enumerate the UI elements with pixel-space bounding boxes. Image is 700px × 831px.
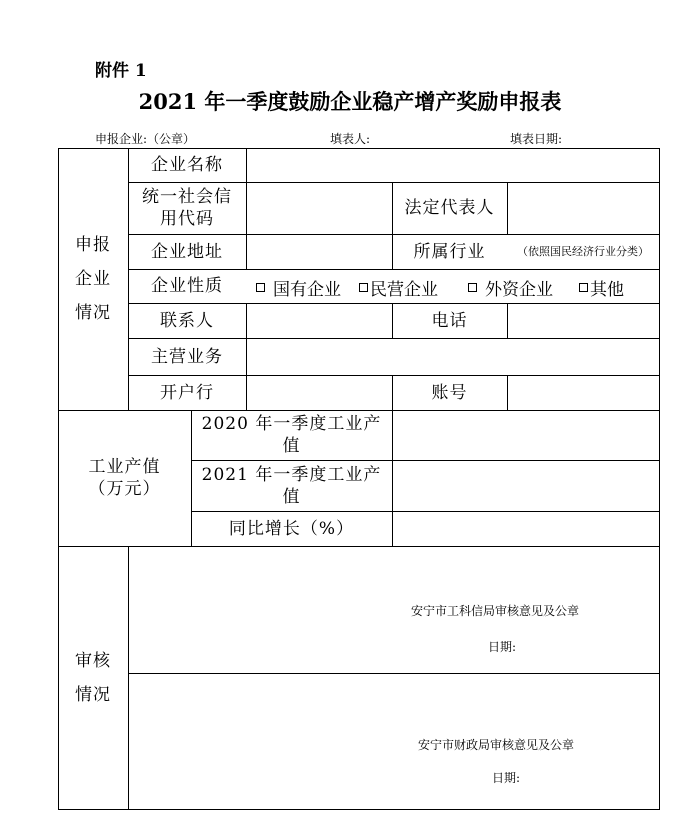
table-rule [58,546,660,547]
checkbox-icon[interactable] [468,283,477,292]
attachment-label: 附件 1 [95,61,147,81]
finance-bureau-opinion: 安宁市财政局审核意见及公章 [418,738,575,752]
address-label: 企业地址 [151,241,223,262]
label-char: 报 [93,235,111,255]
company-name-label: 企业名称 [151,155,223,175]
option-label: 外资企业 [485,279,553,300]
section-audit-label [58,546,128,809]
phone-field[interactable] [507,303,659,338]
main-business-label: 主营业务 [151,346,223,367]
industry-note[interactable]: （依照国民经济行业分类） [517,244,649,258]
industry-bureau-opinion: 安宁市工科信局审核意见及公章 [411,604,580,618]
industry-label: 所属行业 [413,241,486,262]
legal-rep-label: 法定代表人 [404,198,495,218]
account-field[interactable] [507,375,659,410]
output-2021-field[interactable] [392,460,659,511]
output-2021-label: 2021 年一季度工业产值 [201,464,382,507]
contact-field[interactable] [246,303,392,338]
label-char: 情 [75,303,93,323]
option-other[interactable] [579,275,624,300]
label-char: 审 [75,650,93,671]
address-field[interactable] [246,234,392,269]
output-label-main: 工业产值 [88,457,161,477]
legal-rep-field[interactable] [507,182,659,234]
nature-label: 企业性质 [151,276,223,296]
checkbox-icon[interactable] [579,283,588,292]
form-title: 2021 年一季度鼓励企业稳产增产奖励申报表 [138,89,562,114]
table-border [58,809,660,810]
finance-bureau-date: 日期: [492,771,521,785]
growth-label: 同比增长（%） [228,518,355,539]
credit-code-field[interactable] [246,182,392,234]
section-output-label [58,410,191,546]
phone-label: 电话 [431,310,468,331]
checkbox-icon[interactable] [359,283,368,292]
main-business-field[interactable] [246,338,659,375]
filler-label: 填表人: [330,132,371,146]
table-rule [128,546,129,809]
option-label: 国有企业 [273,279,341,300]
nature-options [248,272,658,302]
label-char: 业 [93,269,111,289]
growth-field[interactable] [392,511,659,546]
account-label: 账号 [431,382,468,403]
option-foreign[interactable] [468,275,553,300]
option-private[interactable] [359,275,438,300]
applicant-label: 申报企业:（公章） [95,132,196,146]
table-border [659,148,660,810]
label-char: 况 [93,303,111,323]
label-char: 情 [75,684,93,705]
label-char: 企 [75,269,93,289]
output-2020-field[interactable] [392,410,659,460]
industry-bureau-date: 日期: [488,640,517,654]
checkbox-icon[interactable] [256,283,265,292]
company-name-field[interactable] [246,148,659,182]
option-label: 其他 [590,279,624,300]
table-rule [128,673,660,674]
contact-label: 联系人 [160,310,214,331]
fill-date-label: 填表日期: [510,132,563,146]
output-label-unit: （万元） [88,479,161,499]
option-state-owned[interactable] [256,275,341,300]
label-char: 申 [75,235,93,255]
credit-code-label: 统一社会信用代码 [142,187,232,229]
option-label: 民营企业 [370,279,438,300]
label-char: 核 [93,650,111,671]
label-char: 况 [93,684,111,705]
output-2020-label: 2020 年一季度工业产值 [201,414,382,456]
bank-field[interactable] [246,375,392,410]
section-enterprise-label [58,148,128,410]
bank-label: 开户行 [160,382,214,403]
